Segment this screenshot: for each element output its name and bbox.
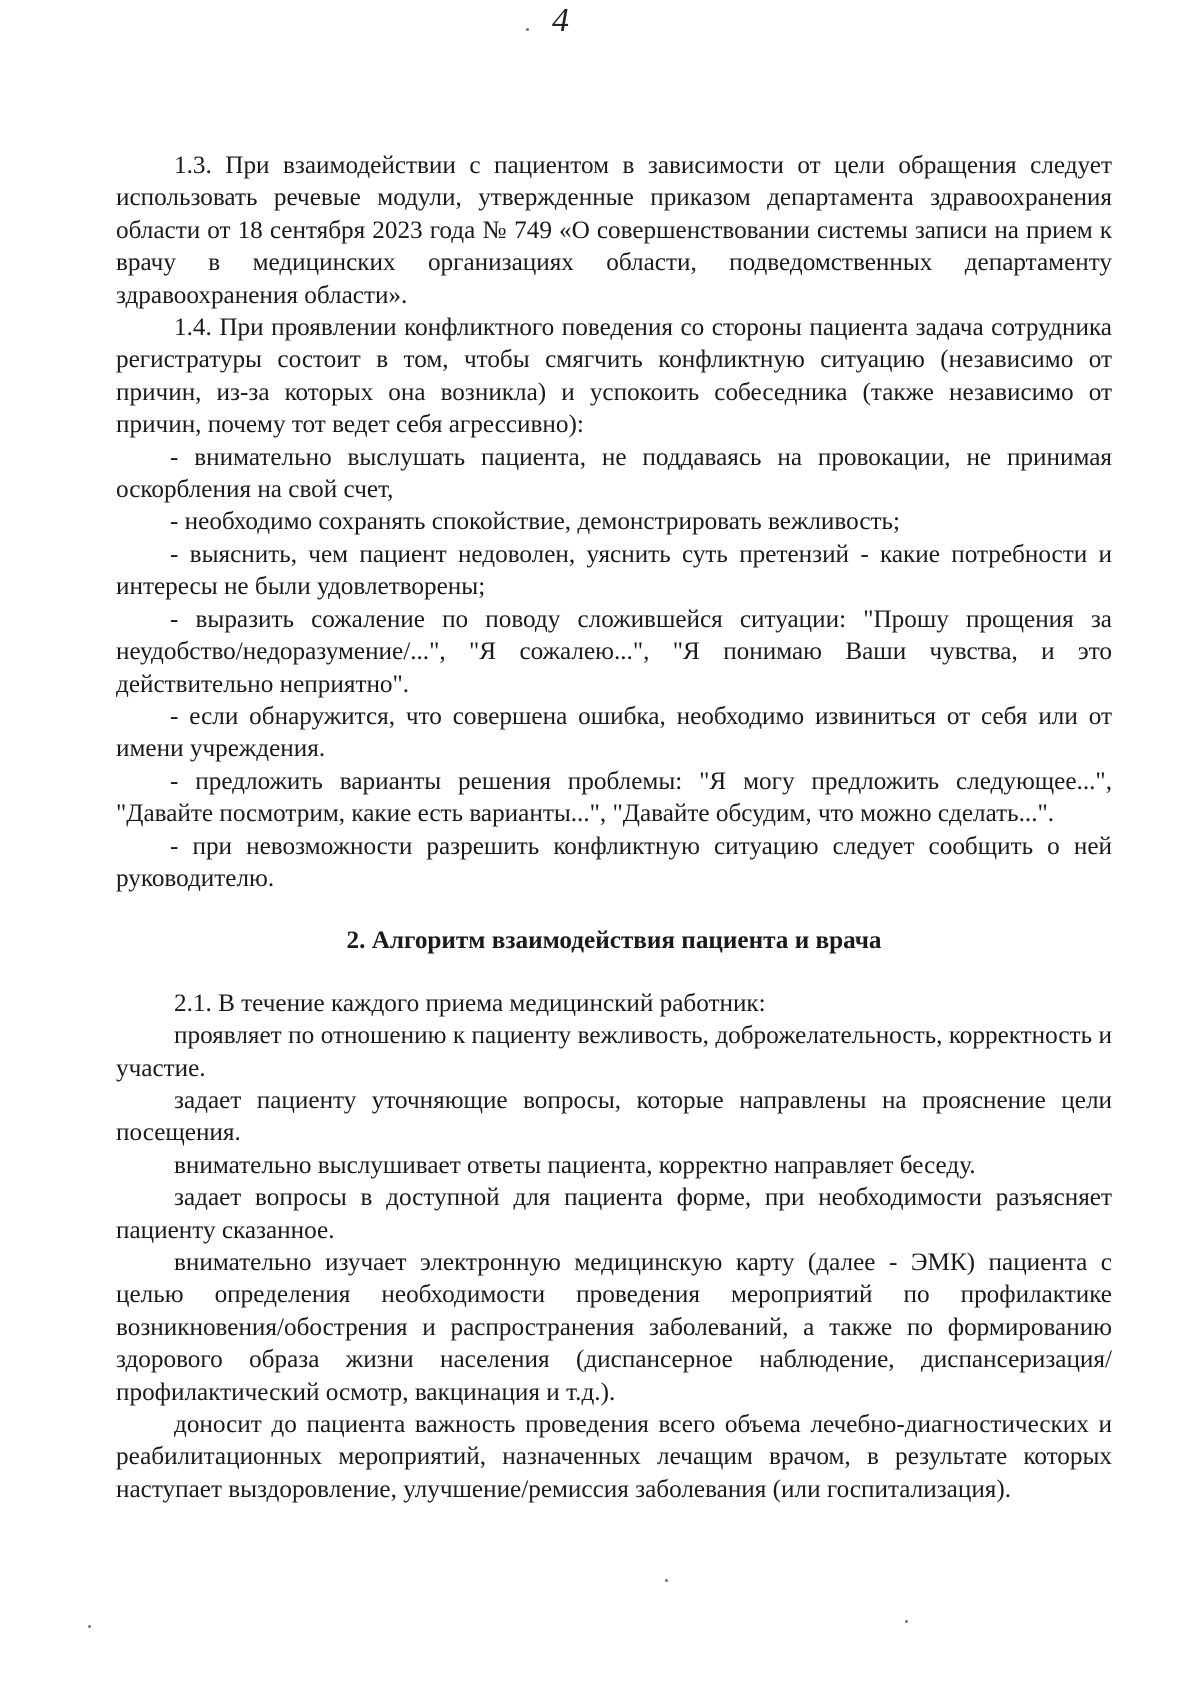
section-title: 2. Алгоритм взаимодействия пациента и врача — [346, 927, 882, 955]
list-item: - выразить сожаление по поводу сложившейся ситуации: "Прошу прощения за неудобство/недоразумение/...", "Я сожалею...", "Я понимаю Ваши чувства, и это действительно неприятно". — [116, 605, 1112, 698]
list-item: - предложить варианты решения проблемы: "Я могу предложить следующее...", "Давайте посмотрим, какие есть варианты...", "Давайте обсудим, что можно сделать...". — [116, 767, 1112, 828]
list-item: внимательно выслушивает ответы пациента, корректно направляет беседу. — [174, 1151, 976, 1179]
list-item: доносит до пациента важность проведения всего объема лечебно-диагностических и реабилитационных мероприятий, назначенных лечащим врачом, в результате которых наступает выздоровление, улучшение/ремиссия заболевания (или госпитализация). — [116, 1411, 1112, 1503]
list-item: проявляет по отношению к пациенту вежливость, доброжелательность, корректность и участие. — [116, 1022, 1112, 1082]
paragraph-1-3: 1.3. При взаимодействии с пациентом в зависимости от цели обращения следует использовать речевые модули, утвержденные приказом департамента здравоохранения области от 18 сентября 2023 года № 749 «О совершенствовании системы записи на прием к врачу в медицинских организациях области, подведомственных департаменту здравоохранения области». — [116, 152, 1112, 309]
scan-speck — [88, 1625, 91, 1628]
list-item: задает пациенту уточняющие вопросы, которые направлены на прояснение цели посещения. — [116, 1086, 1112, 1147]
document-body — [116, 150, 1112, 1506]
page-number: 4 — [552, 2, 569, 39]
scan-speck — [526, 28, 529, 31]
list-item: задает вопросы в доступной для пациента форме, при необходимости разъясняет пациенту сказанное. — [116, 1184, 1112, 1244]
scan-speck — [665, 1579, 668, 1582]
list-item: - при невозможности разрешить конфликтную ситуацию следует сообщить о ней руководителю. — [116, 832, 1112, 892]
list-item: - если обнаружится, что совершена ошибка, необходимо извиниться от себя или от имени учреждения. — [116, 702, 1112, 763]
paragraph-1-4: 1.4. При проявлении конфликтного поведения со стороны пациента задача сотрудника регистратуры состоит в том, чтобы смягчить конфликтную ситуацию (независимо от причин, из-за которых она возникла) и успокоить собеседника (также независимо от причин, почему тот ведет себя агрессивно): — [116, 314, 1112, 439]
list-item: - выяснить, чем пациент недоволен, уяснить суть претензий - какие потребности и интересы не были удовлетворены; — [116, 540, 1112, 601]
scan-speck — [905, 1620, 908, 1623]
list-item: - внимательно выслушать пациента, не поддаваясь на провокации, не принимая оскорбления на свой счет, — [116, 443, 1112, 504]
list-item: внимательно изучает электронную медицинскую карту (далее - ЭМК) пациента с целью определения необходимости проведения мероприятий по профилактике возникновения/обострения и распространения заболеваний, а также по формированию здорового образа жизни населения (диспансерное наблюдение, диспансеризация/профилактический осмотр, вакцинация и т.д.). — [116, 1249, 1112, 1406]
list-item: - необходимо сохранять спокойствие, демонстрировать вежливость; — [170, 508, 901, 536]
paragraph-2-1: 2.1. В течение каждого приема медицинский работник: — [174, 989, 766, 1017]
